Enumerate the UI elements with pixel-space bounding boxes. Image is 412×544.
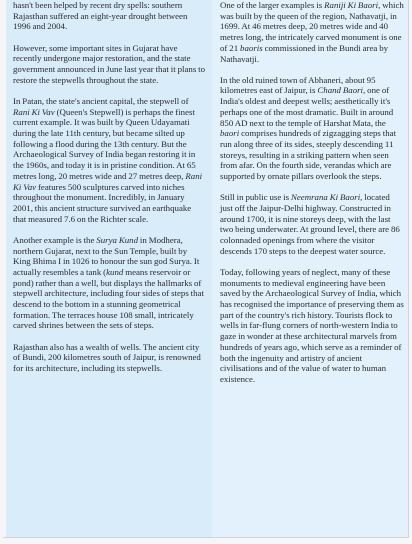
italic-term: Raniji Ki Baori (324, 0, 379, 10)
italic-term: baori (220, 128, 240, 139)
italic-term: Chand Baori (317, 85, 364, 96)
italic-term: kund (106, 266, 124, 277)
left-column (6, 0, 212, 537)
paragraph (220, 75, 404, 182)
text-run: commissioned in the Bundi area by Nathavatji. (220, 42, 389, 64)
italic-term: Rani Ki Vav (13, 170, 203, 192)
text-run: In Patan, the state's ancient capital, the stepwell of (13, 95, 189, 106)
text-run: Rajasthan also has a wealth of wells. The ancient city of Bundi, 200 kilometres south of Jaipur, is renowned for its architecture, including its stepwells. (13, 341, 201, 374)
paragraph (220, 192, 404, 256)
paragraph (13, 0, 206, 32)
text-run: in Modhera, northern Gujarat, next to the Sun Temple, built by King Bhima I in 1026 to honour the sun god Surya. It actually resembles a tank ( (13, 234, 200, 277)
paragraph (13, 96, 206, 224)
text-run: Today, following years of neglect, many of these monuments to medieval engineering have been saved by the Archaeological Survey of India, which has recognised the importance of preserving them as part of the country's rich history. Tourists flock to wells in far-flung corners of north-western India to gaze in wonder at these architectural marvels from hundreds of years ago, which serve as a reminder of both the ingenuity and artistry of ancient civilisations and of the value of water to human existence. (220, 266, 404, 384)
text-run: , one of India's oldest and deepest wells; aesthetically it's perhaps one of the most dramatic. Built in around 850 AD next to the temple of Harshat Mata, the (220, 85, 394, 128)
paragraph (220, 267, 404, 385)
text-run: hasn't been helped by recent dry spells: southern Rajasthan suffered an eight-year drought between 1996 and 2004. (13, 0, 188, 32)
text-run: , located just off the Jaipur-Delhi highway. Constructed in around 1700, it is nine storeys deep, with the last two being underwater. At ground level, there are 86 colonnaded openings from where the visitor descends 170 steps to the deepest water source. (220, 192, 400, 256)
paragraph (13, 342, 206, 374)
paragraph (13, 235, 206, 331)
italic-term: Rani Ki Vav (13, 106, 55, 117)
text-run: features 500 sculptures carved into niches throughout the monument. Incredibly, in January 2001, this ancient structure survived an earthquake that measured 7.6 on the Richter scale. (13, 181, 192, 224)
paragraph (13, 43, 206, 86)
text-run: However, some important sites in Gujarat have recently undergone major restoration, and the state government announced in June last year that it plans to restore the stepwells throughout the state. (13, 42, 206, 85)
text-run: Another example is the (13, 234, 97, 245)
paragraph (220, 0, 404, 64)
italic-term: baoris (240, 42, 263, 53)
italic-term: Surya Kund (96, 234, 139, 245)
text-run: In the old ruined town of Abhaneri, about 95 kilometres east of Jaipur, is (220, 74, 376, 96)
text-run: comprises hundreds of zigzagging steps that run along three of its sides, steeply descending 11 storeys, resulting in a striking pattern when seen from afar. On the fourth side, verandas which are supported by ornate pillars overlook the steps. (220, 128, 397, 182)
italic-term: Neemrana Ki Baori (290, 192, 361, 203)
text-run: (Queen's Stepwell) is perhaps the finest current example. It was built by Queen Udayamati during the late 11th century, but became silted up following a flood during the 13th century. But the Archaeological Survey of India began restoring it in the 1960s, and today it is in pristine condition. At 65 metres long, 20 metres wide and 27 metres deep, (13, 106, 196, 181)
text-run: , which was built by the queen of the region, Nathavatji, in 1699. At 46 metres deep, 20 metres wide and 40 metres long, the intricately carved monument is one of 21 (220, 0, 404, 53)
text-run: means reservoir or pond) rather than a well, but displays the hallmarks of stepwell architecture, including four sides of steps that descend to the bottom in a stunning geometrical formation. The terraces house 108 small, intricately carved shrines between the sets of steps. (13, 266, 204, 331)
text-run: Still in public use is (220, 192, 291, 203)
right-column (212, 0, 408, 537)
text-run: One of the larger examples is (220, 0, 325, 10)
